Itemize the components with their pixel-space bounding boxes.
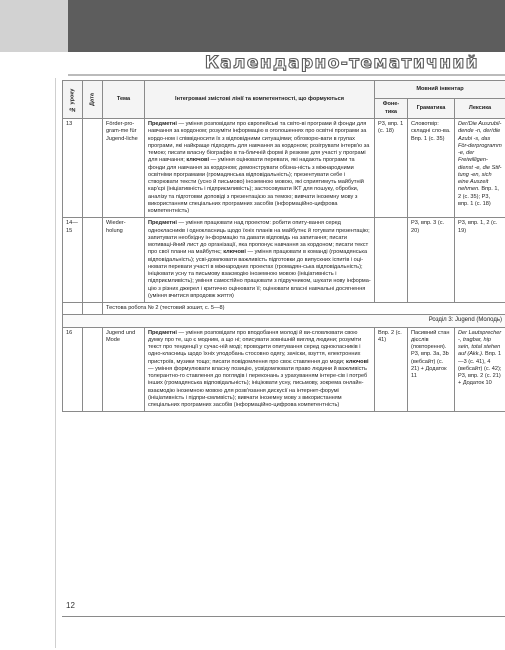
lesson-content <box>145 327 375 412</box>
lesson-grammar: Словотвір: складні сло-ва. Впр. 1 (с. 35) <box>408 119 455 218</box>
lesson-phonetics <box>375 218 408 303</box>
section-title: Розділ 3: Jugend (Молодь) <box>63 315 505 327</box>
corner-block <box>0 0 68 52</box>
content-label-key: ключові <box>345 358 369 365</box>
lesson-topic: Förder-pro-gram-me für Jugend-liche <box>103 119 145 218</box>
content-text-key: — уміння оцінювати переваги, які надають програми та фонди для навчання за кордоном; демонструвати обізна-ність з міжнародними освітніми програмами (громадянська відповідальність); презентувати себе і створювати тексти (усно й письмово) іноземною мовою, які сприятимуть майбутній кар'єрі (ініціативність і підприємливість); застосовувати ІКТ для пошуку, обробки, аналізу та підготовки доповіді з презентацією за темою; вивчати іноземну мову з використанням спеціальних програмних засобів (інформаційно-цифрова компетентність) <box>148 157 364 214</box>
header-topic: Тема <box>103 81 145 119</box>
lesson-grammar: Пасивний стан дієслів (повторення). Р3, впр. 3а, 3b (вебсайт) (с. 21) + Додаток 11 <box>408 327 455 412</box>
lesson-grammar: Р3, впр. 3 (с. 20) <box>408 218 455 303</box>
lesson-lexis <box>455 119 505 218</box>
lesson-topic: Jugend und Mode <box>103 327 145 412</box>
header-lesson-no: № уроку <box>63 81 83 119</box>
lexis-exercises: Р3, впр. 1, 2 (с. 19) <box>458 220 498 234</box>
header-integrated-lines: Інтегровані змістові лінії та компетентності, що формуються <box>145 81 375 119</box>
margin-line <box>55 78 56 648</box>
lesson-lexis <box>455 327 505 412</box>
content-text-subject-cont: розігрувати інтерв'ю за темою; писати власну біографію в та-бличній формі й резюме для участі у програмі для навчання; <box>148 142 370 164</box>
test-row <box>63 303 505 315</box>
lexis-exercises: Впр. 1, 2 (с. 35); Р3, впр. 1 (с. 18) <box>458 186 499 207</box>
lexis-words: Der Lautsprecher -, tragbar, hip sein, total stehen auf (Akk.). <box>458 329 502 358</box>
header-grammar: Граматика <box>408 99 455 119</box>
header-date: Дата <box>83 81 103 119</box>
table-row <box>63 119 505 218</box>
header-lexis: Лексика <box>455 99 505 119</box>
lesson-content <box>145 218 375 303</box>
content-label-subject: Предметні <box>148 220 177 227</box>
header-language-inventory: Мовний інвентар <box>375 81 505 99</box>
lesson-topic: Wieder-holung <box>103 218 145 303</box>
content-text-subject: — уміння працювати над проектом: робити опиту-вання серед однокласників і однокласниць щодо їхніх планів на майбутнє й готувати презентацію; запитувати необхідну ін-формацію та давати відповідь на запитання; писати мотиваці-йний лист до організації, яка пропонує навчання за кордоном; писати текст про свої плани на майбутнє; <box>148 220 370 256</box>
header-bar <box>68 0 505 52</box>
content-label-key: ключові <box>223 249 246 256</box>
header-phonetics: Фоне-тика <box>375 99 408 119</box>
content-text-subject: — уміння розповідати про вподобання молоді й ви-словлювати свою думку про те, що є модним, а що ні; описувати зовнішній вигляд людини; розуміти текст про тенденції у сучас-ній моді; проводити опитування серед однокласників і одно-класниць щодо їхніх уподобань стосовно одягу, зачіски, взуття, електронних пристроїв, музики тощо; писати повідомлення про своє ставлення до моди; <box>148 329 362 365</box>
table-row <box>63 218 505 303</box>
lesson-number: 13 <box>63 119 83 218</box>
lesson-date <box>83 218 103 303</box>
content-text-subject: — уміння розповідати про європейські та світо-ві програми й фонди для навчання за кордоном; розуміти інформацію в оголошеннях про освітні програми за кордо-ном і співвідносити їх з відповідними ситуаціями; обговорю-вати в групах програми, які найкраще підходять для навчання за кордоном; <box>148 121 367 149</box>
content-text-key: — уміння формулювати власну позицію, усвідомлювати право людини й важливість толерантно-го ставлення до поглядів і переконань з урахуванням інтере-сів і потреб інших (громадянська відповідальність); ініціювати усну, письмову, зокрема онлайн-взаємодію іноземною мовою для розв'язання дискусії на інтернет-форумі (ініціативність і підпри-ємливість); вивчати іноземну мову з використанням спеціальних програмних засобів (інформаційно-цифрова компетентність) <box>148 365 368 408</box>
thematic-plan-table <box>62 80 505 412</box>
lesson-phonetics: Р3, впр. 1 (с. 18) <box>375 119 408 218</box>
lesson-number: 14—15 <box>63 218 83 303</box>
lexis-exercises: Впр. 1—3 (с. 41), 4 (вебсайт) (с. 42); Р3, впр. 2 (с. 21) + Додаток 10 <box>458 351 502 387</box>
section-row <box>63 315 505 327</box>
content-label-subject: Предметні <box>148 329 177 336</box>
content-label-key: ключові <box>186 157 210 164</box>
page-number: 12 <box>66 601 75 610</box>
content-text-key: — уміння працювати в команді (громадянська відповідальність); усві-домлювати важливість підготовки до випускних іспитів і оці-нювати переваги участі в міжнародних проектах (громадян-ська відповідальність); ініціювати усну та письмову взаємодію іноземною мовою (ініціативність і підприємливість); уміння самостійно працювати з підручником, шукати нову інформа-цію з різних джерел і критично оцінювати її; оцінювати власні навчальні досягнення (уміння вчитися впродовж життя) <box>148 249 371 299</box>
lesson-date <box>83 119 103 218</box>
lesson-lexis <box>455 218 505 303</box>
banner-rule <box>68 74 505 76</box>
page-title: Календарно-тематичний <box>204 53 479 73</box>
lesson-date <box>83 327 103 412</box>
lesson-phonetics: Впр. 2 (с. 41) <box>375 327 408 412</box>
bottom-rule <box>62 616 505 617</box>
test-work-label: Тестова робота № 2 (тестовий зошит, с. 5—8) <box>103 303 505 315</box>
lexis-words: Der/Die Auszubil-dende -n, der/die Azubi -s, das För-derprogramm -e, der Freiwilligen-dienst -e, die Stif-tung -en, sich eine Auszeit nehmen. <box>458 121 502 193</box>
content-label-subject: Предметні <box>148 121 177 127</box>
table-row <box>63 327 505 412</box>
lesson-number: 16 <box>63 327 83 412</box>
table-header-row <box>63 81 505 99</box>
lesson-content <box>145 119 375 218</box>
